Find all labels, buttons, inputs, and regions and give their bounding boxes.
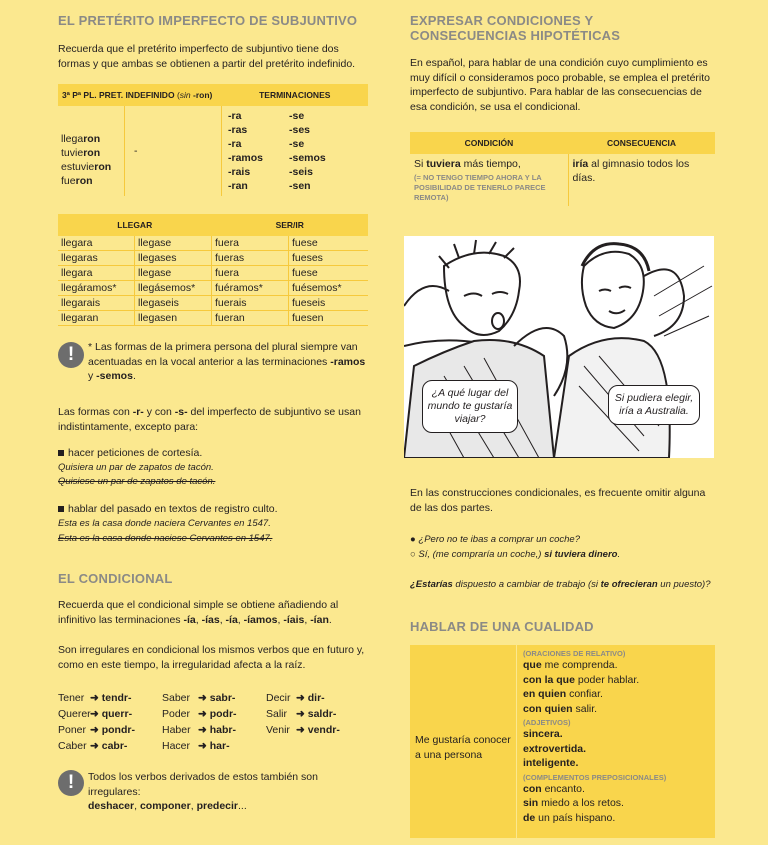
expr-title-line2: CONSECUENCIAS HIPOTÉTICAS [410,28,621,43]
quality-left-cell: Me gustaría conocer a una persona [410,645,517,838]
verb-haber: Haber [162,724,191,736]
arrow-right-icon: ➜ [90,692,99,704]
llegar-header: LLEGAR [58,214,212,236]
condition-cell: Si tuviera más tiempo, (= NO TENGO TIEMPO AHORA Y LA POSIBILIDAD DE TENERLO PARECE REMOTA) [410,154,568,206]
irregular-verbs: Tener ➜ tendr- Querer ➜ querr- Poner ➜ pondr- Caber ➜ cabr- Saber ➜ sabr- Poder ➜ podr- Haber ➜ habr- Hacer ➜ har- Decir ➜ dir- Salir ➜ saldr- Venir ➜ vendr- [58,692,340,752]
filled-dot-icon: ● [410,534,416,545]
bullet-square-icon [58,450,64,456]
accent-note: * Las formas de la primera persona del plural siempre van acentuadas en la vocal anterior a las terminaciones -ramos y -semos. [88,341,366,382]
conj-row-4: llegáramos* llegásemos* fuéramos* fuésemos* [58,281,368,296]
warning-icon: ! [58,342,84,368]
stem-4: fueron [61,175,93,187]
conditional-title: EL CONDICIONAL [58,571,173,586]
ser-ir-header: SER/IR [212,214,369,236]
arrow-right-icon: ➜ [198,740,207,752]
dash-cell: - [125,106,222,196]
consequence-cell: iría al gimnasio todos los días. [572,158,690,184]
prep-2: sin miedo a los retos. [523,797,624,809]
conj-row-3: llegara llegase fuera fuese [58,266,368,281]
verb-poner: Poner [58,724,87,736]
conditional-intro: Recuerda que el condicional simple se obtiene añadiendo al infinitivo las terminaciones -ía, -ías, -ía, -íamos, -íais, -ían. [58,599,339,626]
prep-1: con encanto. [523,782,585,795]
condition-table [410,132,715,206]
verb-salir: Salir [266,708,288,720]
omit-text: En las construcciones condicionales, es frecuente omitir alguna de las dos partes. [410,487,706,514]
arrow-right-icon: ➜ [296,708,305,720]
rel-3: en quien confiar. [523,688,603,700]
arrow-right-icon: ➜ [198,692,207,704]
terminaciones-header: TERMINACIONES [222,84,369,106]
warning-icon: ! [58,770,84,796]
hollow-dot-icon: ○ [410,549,416,560]
bullet-square-icon [58,506,64,512]
bullet-formal: hablar del pasado en textos de registro culto. [58,502,278,517]
indefinido-header: 3ª Pª PL. PRET. INDEFINIDO (sin -ron) [58,84,222,106]
verb-querer: Querer [58,708,91,720]
bullet-courtesy: hacer peticiones de cortesía. [58,446,202,461]
verb-venir: Venir [266,724,290,736]
arrow-right-icon: ➜ [90,740,99,752]
arrow-right-icon: ➜ [198,708,207,720]
conjugation-table [58,214,368,326]
example-estarias: ¿Estarías dispuesto a cambiar de trabajo (si te ofrecieran un puesto)? [410,579,711,590]
example-quisiera: Quisiera un par de zapatos de tacón. [58,462,214,473]
conj-row-1: llegara llegase fuera fuese [58,236,368,251]
verb-poder: Poder [162,708,191,720]
speech-bubble-question: ¿A qué lugar del mundo te gustaría viajar? [422,380,518,433]
imperfect-intro: Recuerda que el pretérito imperfecto de subjuntivo tiene dos formas y que ambas se obtienen a partir del pretérito indefinido. [58,43,356,70]
condicion-header: CONDICIÓN [410,132,568,154]
conj-row-2: llegaras llegases fueras fueses [58,251,368,266]
adj-3: inteligente. [523,757,579,769]
stem-3: estuvieron [61,161,112,173]
stem-1: llegaron [61,133,101,145]
rel-2: con la que poder hablar. [523,673,640,686]
quality-table [410,645,715,838]
expr-intro: En español, para hablar de una condición cuyo cumplimiento es muy difícil o consideramos poco probable, se emplea el pretérito imperfecto de subjuntivo. Para hablar de las consecuencias de esa condición, se usa el condicional. [410,57,710,113]
verb-decir: Decir [266,692,291,704]
forms-text: Las formas con -r- y con -s- del imperfecto de subjuntivo se usan indistintamente, excepto para: [58,406,361,433]
example-quisiese: Quisiese un par de zapatos de tacón. [58,476,216,487]
arrow-right-icon: ➜ [296,724,305,736]
speech-bubble-answer: Si pudiera elegir, iría a Australia. [608,385,700,425]
example-answer: ○ Sí, (me compraría un coche,) si tuviera dinero. [410,549,621,560]
arrow-right-icon: ➜ [90,708,99,720]
indefinido-table [58,84,368,196]
arrow-right-icon: ➜ [296,692,305,704]
verb-caber: Caber [58,740,87,752]
quality-right-cell: (ORACIONES DE RELATIVO) que me comprenda. con la que poder hablar. en quien confiar. con quien salir. (ADJETIVOS) sincera. extrovertida. inteligente. (COMPLEMENTOS PREPOSICIONALES) con encanto. sin miedo a los retos. de un país hispano. [517,645,715,838]
example-naciese: Esta es la casa donde naciese Cervantes en 1547. [58,533,273,544]
prep-3: de un país hispano. [523,811,616,824]
arrow-right-icon: ➜ [198,724,207,736]
verb-tener: Tener [58,692,85,704]
derived-note: Todos los verbos derivados de estos también son irregulares: deshacer, componer, predecir... [88,771,318,812]
arrow-right-icon: ➜ [90,724,99,736]
consecuencia-header: CONSECUENCIA [568,132,715,154]
quality-title: HABLAR DE UNA CUALIDAD [410,619,594,634]
ra-endings: -ra -ras -ra -ramos -rais -ran [228,110,264,192]
verb-hacer: Hacer [162,740,191,752]
example-naciera: Esta es la casa donde naciera Cervantes en 1547. [58,518,271,529]
se-endings: -se -ses -se -semos -seis -sen [289,110,326,192]
rel-4: con quien salir. [523,702,598,715]
stem-2: tuvieron [61,147,101,159]
rel-1: que me comprenda. [523,659,618,671]
conj-row-6: llegaran llegasen fueran fuesen [58,311,368,326]
expr-title-line1: EXPRESAR CONDICIONES Y [410,13,594,28]
adj-2: extrovertida. [523,742,587,755]
adj-1: sincera. [523,728,563,740]
verb-saber: Saber [162,692,191,704]
imperfect-title: EL PRETÉRITO IMPERFECTO DE SUBJUNTIVO [58,13,358,28]
irregular-text: Son irregulares en condicional los mismos verbos que en futuro y, como en este tiempo, la irregularidad afecta a la raíz. [58,644,365,671]
example-question: ● ¿Pero no te ibas a comprar un coche? [410,534,580,545]
stems-cell [58,106,125,196]
conj-row-5: llegarais llegaseis fuerais fueseis [58,296,368,311]
